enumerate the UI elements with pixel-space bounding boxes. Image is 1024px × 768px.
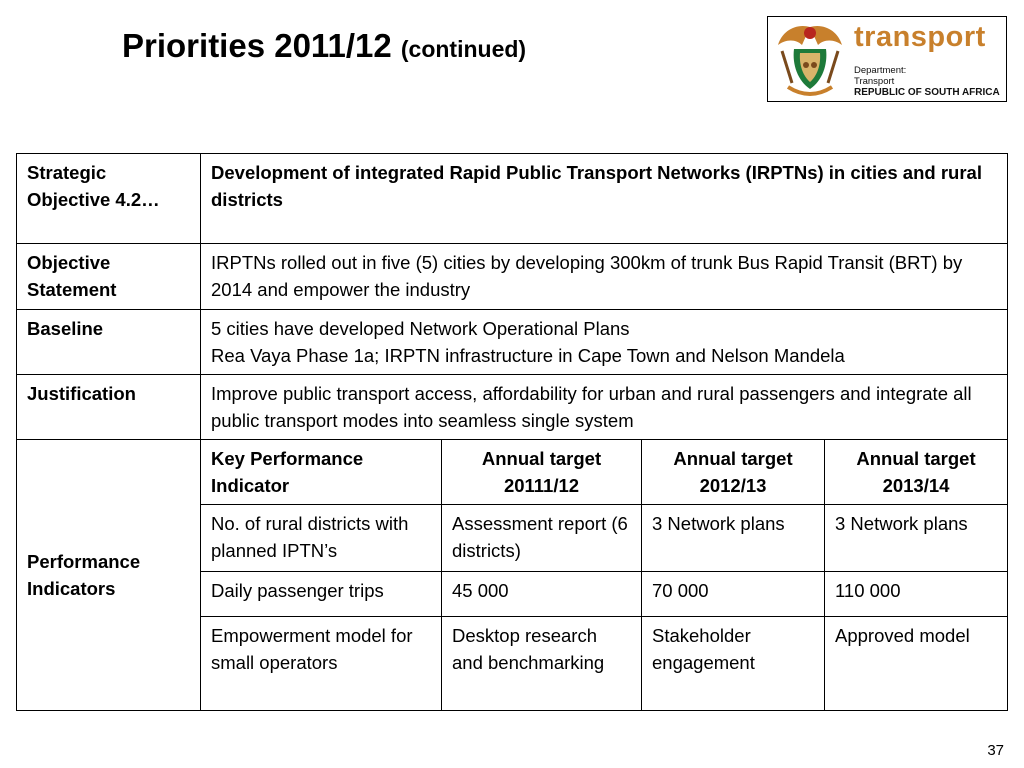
baseline-value	[201, 310, 1008, 375]
kpi-cell: 45 000	[442, 572, 642, 617]
kpi-header-target-2013: Annual target 2013/14	[825, 440, 1008, 505]
kpi-cell: Daily passenger trips	[201, 572, 442, 617]
logo-department-text	[854, 65, 1000, 98]
table-row	[17, 244, 1008, 310]
title-main: Priorities 2011/12	[122, 27, 392, 64]
priorities-table	[16, 153, 1008, 711]
page-number: 37	[987, 742, 1004, 759]
kpi-cell: Stakeholder engagement	[642, 617, 825, 711]
table-row	[17, 375, 1008, 440]
baseline-line: 5 cities have developed Network Operational Plans	[211, 318, 630, 339]
justification-value: Improve public transport access, affordability for urban and rural passengers and integrate all public transport modes into seamless single system	[201, 375, 1008, 440]
kpi-header-indicator: Key Performance Indicator	[201, 440, 442, 505]
kpi-header-target-2011: Annual target 20111/12	[442, 440, 642, 505]
logo-line-department: Department:	[854, 65, 907, 76]
performance-indicators-label: Performance Indicators	[17, 440, 201, 711]
kpi-cell: Assessment report (6 districts)	[442, 505, 642, 572]
justification-label: Justification	[17, 375, 201, 440]
page-title	[122, 26, 526, 66]
kpi-cell: No. of rural districts with planned IPTN’s	[201, 505, 442, 572]
table-row	[17, 310, 1008, 375]
strategic-objective-label: Strategic Objective 4.2…	[17, 154, 201, 244]
coat-of-arms-icon	[772, 21, 848, 99]
logo-line-transport: Transport	[854, 76, 895, 87]
logo-wordmark: transport	[854, 21, 986, 53]
objective-statement-label: Objective Statement	[17, 244, 201, 310]
kpi-cell: Approved model	[825, 617, 1008, 711]
kpi-cell: Desktop research and benchmarking	[442, 617, 642, 711]
kpi-cell: Empowerment model for small operators	[201, 617, 442, 711]
strategic-objective-value: Development of integrated Rapid Public Transport Networks (IRPTNs) in cities and rural districts	[201, 154, 1008, 244]
kpi-cell: 3 Network plans	[825, 505, 1008, 572]
kpi-cell: 110 000	[825, 572, 1008, 617]
table-row	[17, 440, 1008, 505]
objective-statement-value: IRPTNs rolled out in five (5) cities by developing 300km of trunk Bus Rapid Transit (BRT) by 2014 and empower the industry	[201, 244, 1008, 310]
logo-line-country: REPUBLIC OF SOUTH AFRICA	[854, 87, 1000, 98]
table-row	[17, 154, 1008, 244]
kpi-header-target-2012: Annual target 2012/13	[642, 440, 825, 505]
baseline-label: Baseline	[17, 310, 201, 375]
kpi-cell: 70 000	[642, 572, 825, 617]
baseline-line: Rea Vaya Phase 1a; IRPTN infrastructure in Cape Town and Nelson Mandela	[211, 345, 845, 366]
kpi-cell: 3 Network plans	[642, 505, 825, 572]
department-logo	[767, 16, 1007, 102]
title-subtitle: (continued)	[400, 36, 527, 62]
